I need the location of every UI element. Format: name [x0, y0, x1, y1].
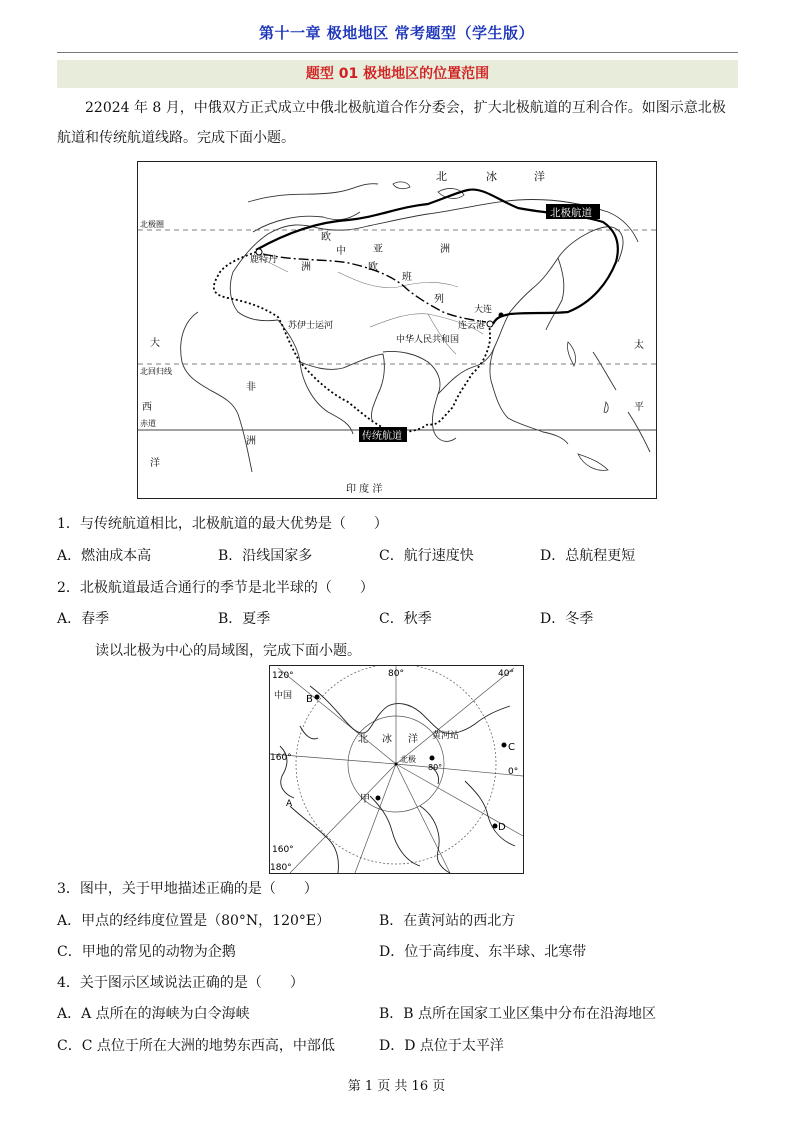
label-arctic-route: 北极航道	[550, 207, 592, 219]
label-arctic-circle: 北极圈	[140, 220, 164, 229]
polar-map-svg	[270, 666, 523, 873]
q1-option-a[interactable]: A．燃油成本高	[57, 548, 152, 564]
label-xi: 西	[142, 402, 152, 413]
label-0: 0°	[508, 767, 519, 777]
q4-stem: 4．关于图示区域说法正确的是（ ）	[57, 975, 304, 991]
label-zhou-asia: 洲	[440, 244, 450, 255]
q1-option-c[interactable]: C．航行速度快	[379, 548, 474, 564]
q3-option-d[interactable]: D．位于高纬度、东半球、北寒带	[379, 944, 587, 960]
label-ice: 冰	[486, 170, 497, 183]
label-china: 中华人民共和国	[396, 335, 460, 345]
label-china: 中国	[274, 691, 293, 701]
polar-projection-map	[269, 665, 524, 874]
label-120: 120°	[272, 671, 294, 681]
label-c: C	[508, 742, 515, 753]
label-zhou-africa: 洲	[246, 436, 256, 447]
label-suez: 苏伊士运河	[288, 321, 334, 331]
label-huanghe: 黄河站	[432, 731, 460, 741]
label-indian-ocean: 印 度 洋	[346, 484, 383, 495]
point-jia	[376, 796, 381, 801]
point-huanghe	[430, 756, 435, 761]
routes-map-svg	[138, 162, 656, 498]
label-d: D	[498, 822, 506, 833]
label-ou2: 欧	[368, 262, 378, 273]
label-zhou-europe: 洲	[301, 262, 311, 273]
label-rotterdam: 鹿特丹	[250, 255, 278, 265]
label-fei: 非	[246, 382, 256, 393]
coastlines	[181, 184, 650, 472]
label-lie: 列	[434, 294, 444, 305]
label-lianyungang: 连云港	[458, 321, 486, 331]
point-c	[502, 743, 507, 748]
north-pole-point	[395, 763, 398, 766]
label-b: B	[306, 694, 313, 705]
label-ban: 班	[402, 272, 412, 283]
label-160b: 160°	[272, 845, 294, 855]
q2-option-d[interactable]: D．冬季	[540, 611, 594, 627]
q1-option-d[interactable]: D．总航程更短	[540, 548, 636, 564]
lianyungang-port-marker	[487, 321, 493, 327]
q1-option-b[interactable]: B．沿线国家多	[218, 548, 313, 564]
label-80b: 80°	[428, 763, 443, 772]
label-zhong: 中	[336, 246, 346, 257]
label-180: 180°	[270, 863, 292, 873]
page-header-title: 第十一章 极地地区 常考题型（学生版）	[259, 24, 534, 42]
label-40: 40°	[498, 669, 514, 679]
intro-paragraph-1: 22024 年 8 月，中俄双方正式成立中俄北极航道合作分委会，扩大北极航道的互利合作。如图示意北极航道和传统航道线路。完成下面小题。	[57, 100, 726, 146]
header-divider	[57, 52, 738, 53]
intro-paragraph-2: 读以北极为中心的局域图，完成下面小题。	[95, 643, 361, 659]
label-ya: 亚	[373, 244, 383, 255]
label-bei: 北	[358, 734, 368, 745]
label-traditional-route: 传统航道	[362, 431, 402, 442]
label-equator: 赤道	[140, 419, 156, 428]
label-pole: 北极	[400, 755, 416, 764]
q2-stem: 2．北极航道最适合通行的季节是北半球的（ ）	[57, 580, 374, 596]
q1-stem: 1．与传统航道相比，北极航道的最大优势是（ ）	[57, 516, 388, 532]
q3-stem: 3．图中，关于甲地描述正确的是（ ）	[57, 881, 318, 897]
q2-option-b[interactable]: B．夏季	[218, 611, 271, 627]
q3-option-a[interactable]: A．甲点的经纬度位置是（80°N，120°E）	[57, 913, 331, 929]
point-d	[493, 824, 498, 829]
label-tropic: 北回归线	[140, 367, 172, 376]
point-b	[315, 695, 320, 700]
page-footer: 第 1 页 共 16 页	[347, 1079, 446, 1094]
q4-option-b[interactable]: B．B 点所在国家工业区集中分布在沿海地区	[379, 1006, 657, 1022]
label-ocean-top: 洋	[534, 170, 545, 183]
q4-option-d[interactable]: D．D 点位于太平洋	[379, 1038, 504, 1054]
q3-option-b[interactable]: B．在黄河站的西北方	[379, 913, 516, 929]
label-80: 80°	[388, 669, 404, 679]
q4-option-a[interactable]: A．A 点所在的海峡为白令海峡	[57, 1006, 250, 1022]
shipping-routes-map	[137, 161, 657, 499]
label-da: 大	[150, 338, 160, 349]
label-a: A	[286, 799, 293, 809]
dalian-port-marker	[499, 313, 504, 318]
label-north: 北	[436, 170, 447, 183]
q4-option-c[interactable]: C．C 点位于所在大洲的地势东西高，中部低	[57, 1038, 335, 1054]
label-dalian: 大连	[474, 305, 493, 315]
q3-option-c[interactable]: C．甲地的常见的动物为企鹅	[57, 944, 236, 960]
label-yang-left: 洋	[150, 458, 160, 469]
polar-coastlines	[280, 686, 515, 873]
label-160: 160°	[270, 753, 292, 763]
q2-option-a[interactable]: A．春季	[57, 611, 110, 627]
label-yang: 洋	[408, 734, 418, 745]
label-ping: 平	[634, 402, 644, 413]
label-ou: 欧	[321, 232, 331, 243]
label-bing: 冰	[382, 734, 392, 745]
label-tai: 太	[634, 340, 644, 351]
label-jia: 甲	[360, 794, 370, 805]
section-title: 题型 01 极地地区的位置范围	[57, 60, 738, 88]
q2-option-c[interactable]: C．秋季	[379, 611, 432, 627]
islands	[393, 182, 608, 471]
